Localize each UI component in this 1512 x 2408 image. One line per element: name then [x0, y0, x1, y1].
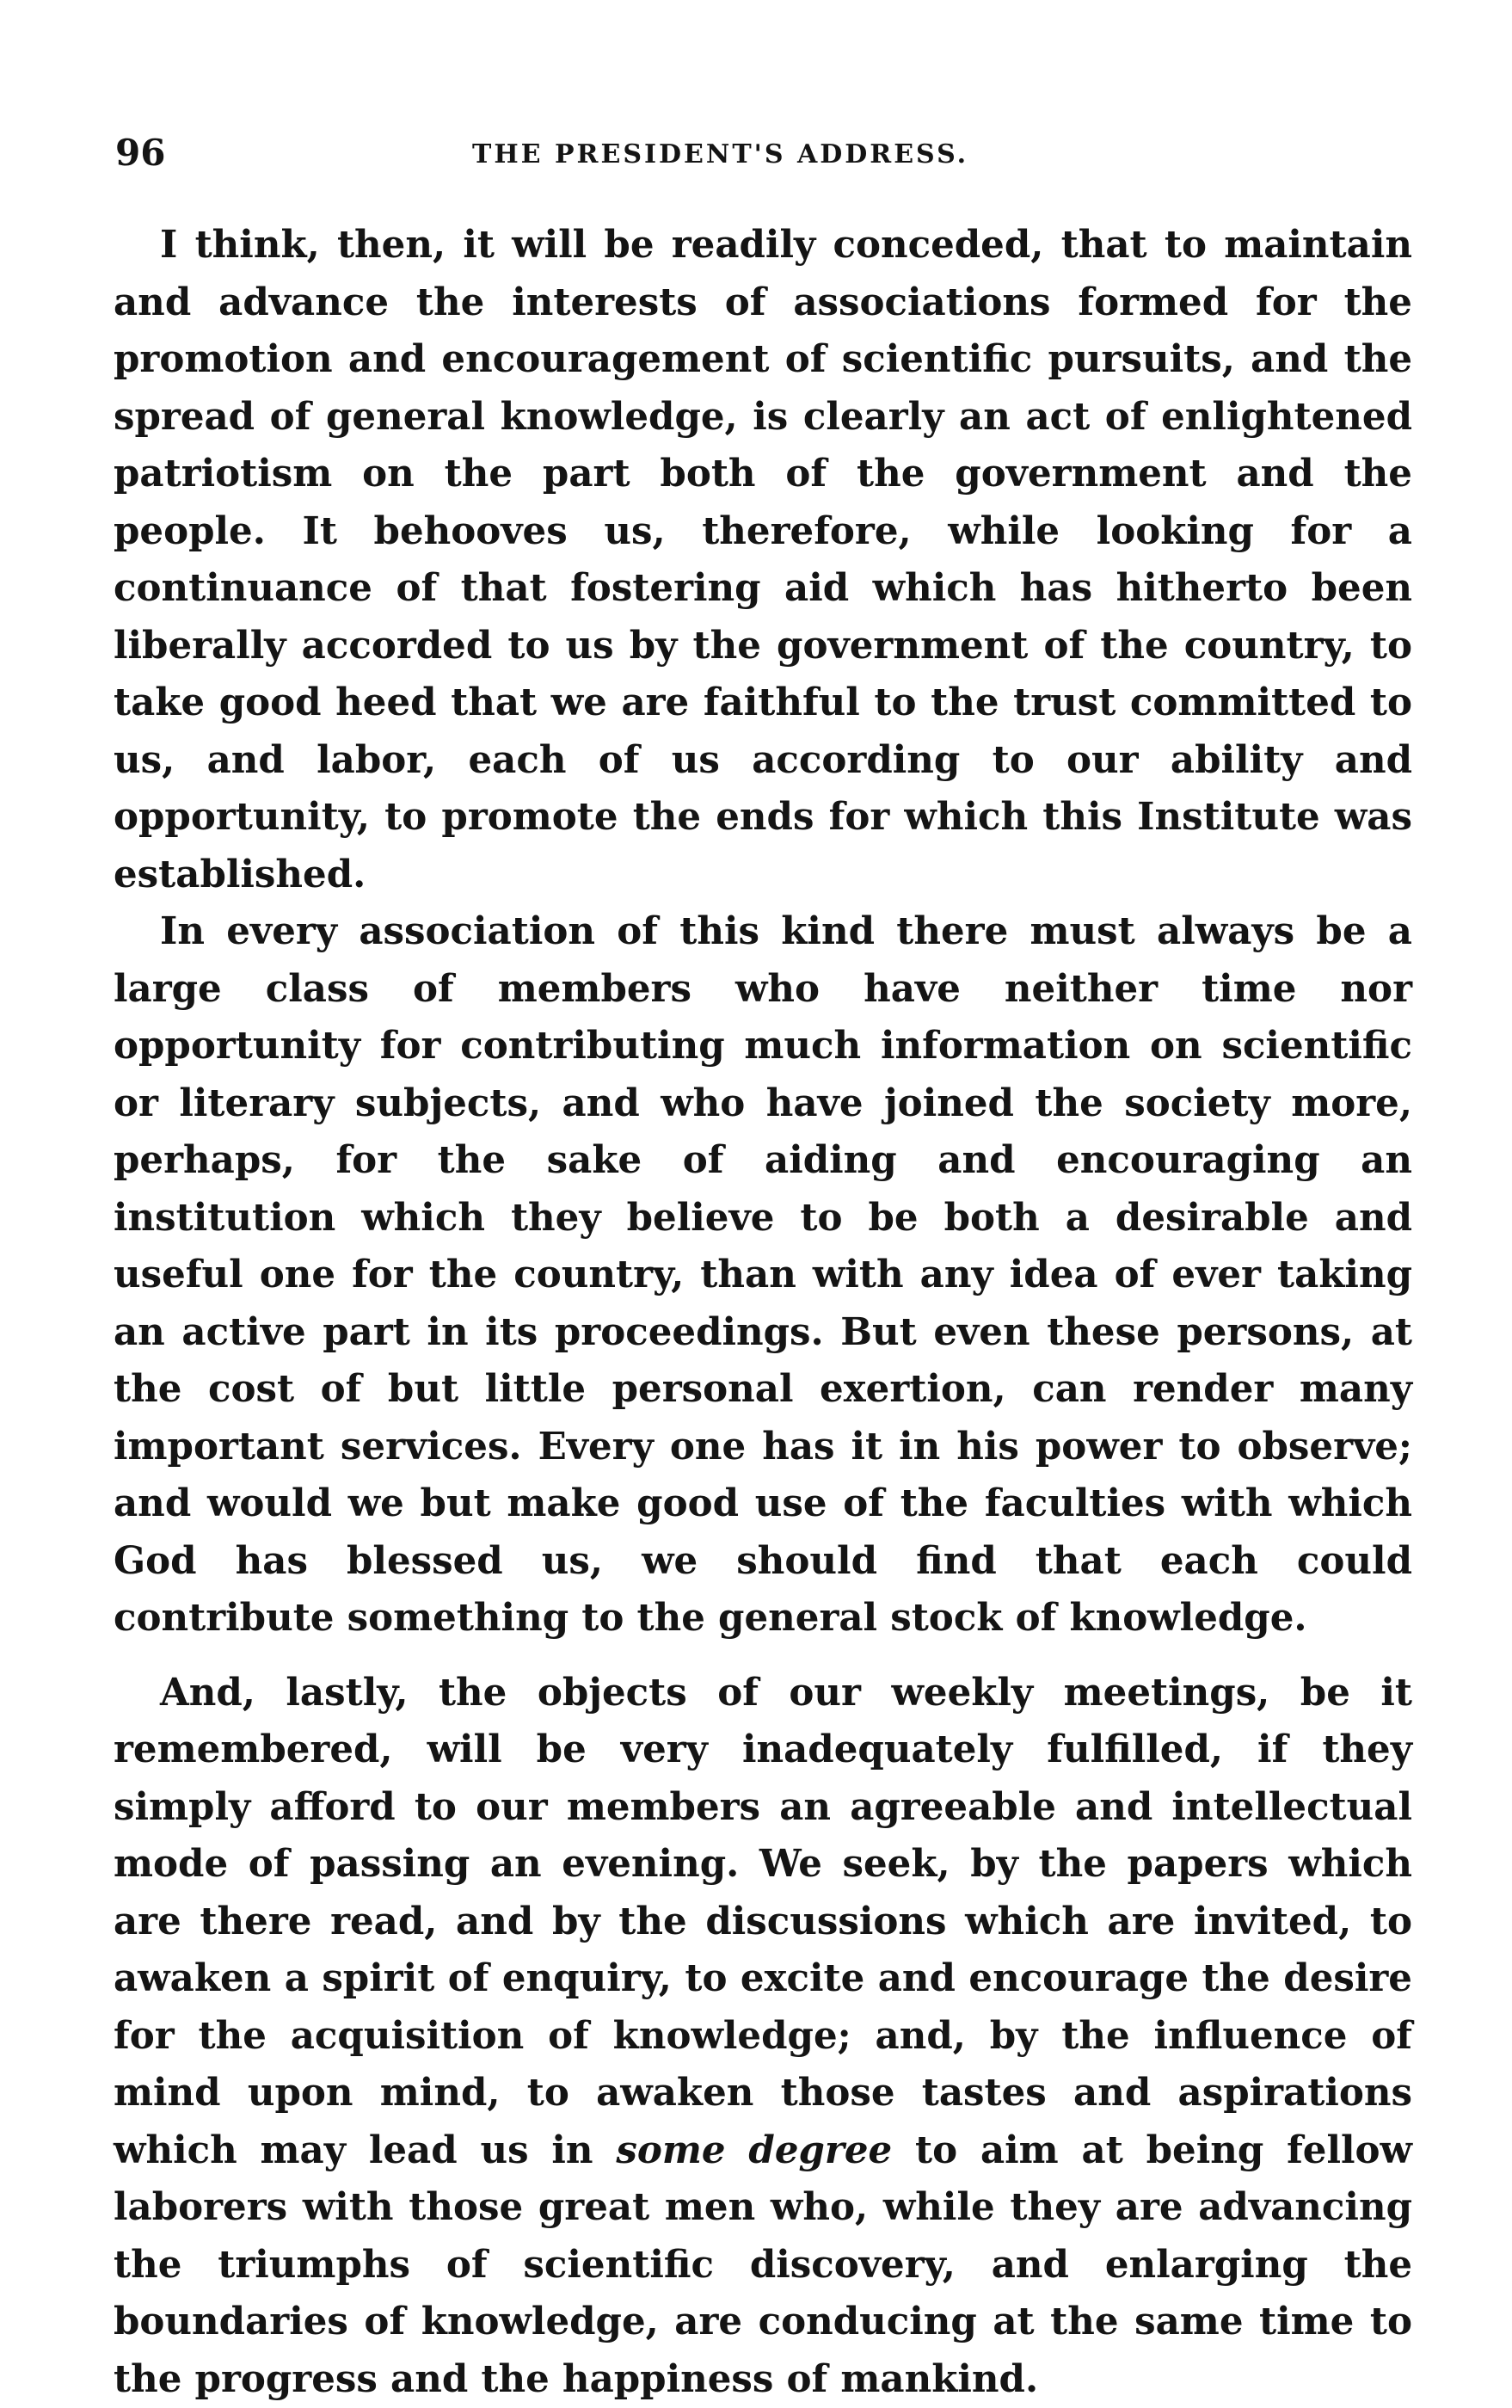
- running-head: [115, 129, 1414, 181]
- paragraph-members: In every association of this kind there must always be a large class of members who have neither time nor opportunity for contributing much information on scientific or literary subjects, and who have joined the society more, perhaps, for the sake of aiding and encouraging an institution which they believe to be both a desirable and useful one for the country, than with any idea of ever taking an active part in its proceedings. But even these persons, at the cost of but little personal exertion, can render many important services. Every one has it in his power to observe; and would we but make good use of the faculties with which God has blessed us, we should find that each could contribute something to the general stock of knowledge.: [114, 903, 1412, 1647]
- page-number: 96: [115, 129, 165, 177]
- paragraph-weekly-meetings-part-1: And, lastly, the objects of our weekly meetings, be it remembered, will be very inadequately fulfilled, if they simply afford to our members an agreeable and intellectual mode of passing an evening. We seek, by the papers which are there read, and by the discussions which are invited, to awaken a spirit of enquiry, to excite and encourage the desire for the acquisition of knowledge; and, by the influence of mind upon mind, to awaken those tastes and aspirations which may lead us in: [114, 1671, 1412, 2172]
- paragraph-weekly-meetings-part-2: to aim at being fellow laborers with those great men who, while they are advancing the triumphs of scientific discovery, and enlarging the boundaries of knowledge, are conducing at the same time to the progress and the happiness of mankind.: [114, 2128, 1412, 2401]
- paragraph-weekly-meetings: [114, 1665, 1412, 2408]
- paragraph-patriotism: I think, then, it will be readily conceded, that to maintain and advance the interests of associations formed for the promotion and encouragement of scientific pursuits, and the spread of general knowledge, is clearly an act of enlightened patriotism on the part both of the government and the people. It behooves us, therefore, while looking for a continuance of that fostering aid which has hitherto been liberally accorded to us by the government of the country, to take good heed that we are faithful to the trust committed to us, and labor, each of us according to our ability and opportunity, to promote the ends for which this Institute was established.: [114, 217, 1412, 903]
- body-text: [114, 217, 1412, 2408]
- paragraph-weekly-meetings-emphasis: some degree: [616, 2128, 892, 2172]
- running-title: THE PRESIDENT'S ADDRESS.: [472, 132, 968, 177]
